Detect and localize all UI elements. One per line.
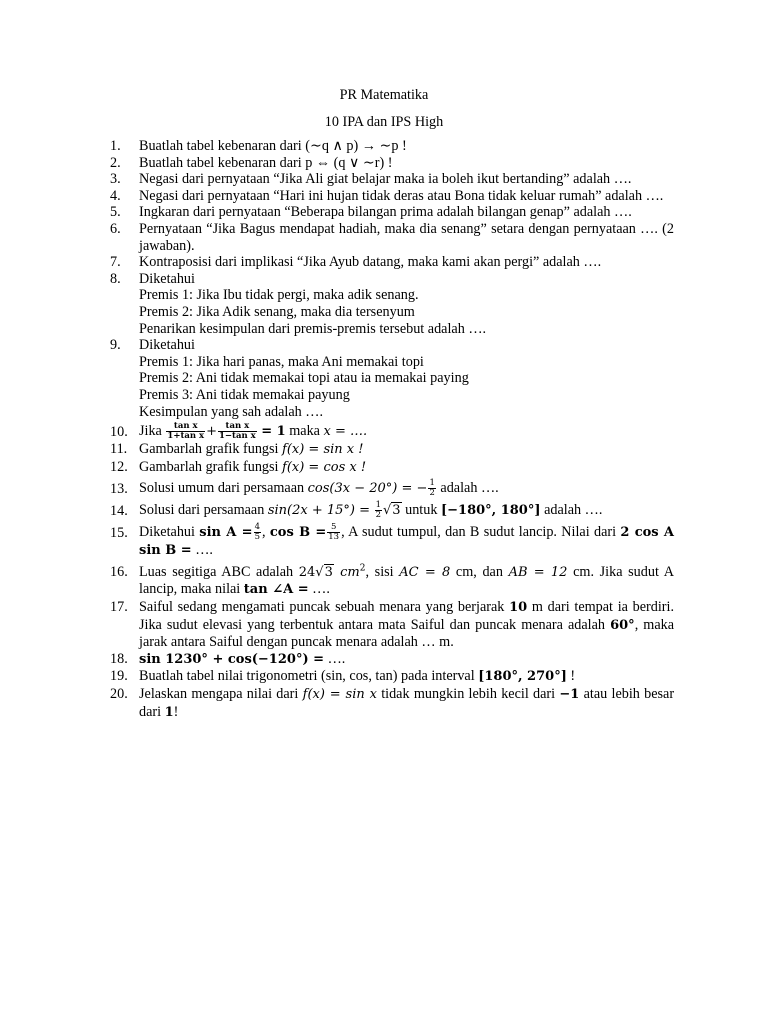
question-number: 4. [110, 187, 121, 204]
fraction-denominator: 5 [254, 532, 260, 543]
fraction-numerator: 1 [375, 500, 381, 511]
question-number: 14. [110, 503, 128, 520]
question-number: 16. [110, 563, 128, 580]
document-subtitle: 10 IPA dan IPS High [324, 114, 444, 130]
question-18 [0, 651, 768, 669]
question-text: …. [312, 581, 330, 598]
fraction-numerator: 5 [330, 522, 337, 533]
question-3 [0, 171, 768, 188]
question-text: untuk [405, 502, 438, 519]
question-13 [0, 476, 768, 498]
question-number: 2. [110, 154, 121, 171]
question-number: 13. [110, 481, 128, 498]
sqrt-radicand: 3 [324, 564, 333, 580]
question-text: ! [570, 668, 576, 685]
question-19 [0, 668, 768, 686]
math-interval: [−180°, 180°] [440, 503, 541, 519]
math-expression: sin 1230° + cos(−120°) = [139, 651, 325, 667]
question-text: , maka jarak antara Saiful dengan puncak menara adalah … m. [139, 616, 675, 651]
fraction-denominator: 1+tan x [167, 431, 205, 442]
question-text: , sisi [365, 563, 394, 580]
math-value: −1 [559, 687, 580, 703]
question-text: Jelaskan mengapa nilai dari [139, 686, 299, 703]
question-text: adalah …. [544, 502, 603, 519]
question-20 [0, 686, 768, 721]
question-10 [0, 420, 768, 441]
math-expression [299, 565, 366, 580]
question-text: ! [173, 703, 179, 720]
question-text: adalah …. [440, 480, 499, 497]
question-text: Buatlah tabel kebenaran dari p ⇔ (q ∨ ∼r) ! [139, 154, 393, 171]
question-number: 15. [110, 525, 128, 542]
question-text: Diketahui [139, 524, 195, 541]
fraction-numerator: 4 [254, 522, 260, 533]
question-number: 10. [110, 424, 128, 441]
document-title: PR Matematika [339, 87, 429, 103]
sqrt-sign: √ [382, 503, 392, 519]
area-unit: cm [340, 564, 360, 580]
question-number: 8. [110, 270, 121, 287]
question-12 [0, 459, 768, 477]
question-text: Solusi dari persamaan [139, 502, 265, 519]
question-text: Pernyataan “Jika Bagus mendapat hadiah, maka dia senang” setara dengan pernyataan …. (2 jawaban). [139, 220, 674, 254]
question-text: Saiful sedang mengamati puncak sebuah menara yang berjarak [139, 599, 505, 616]
question-number: 12. [110, 458, 128, 475]
question-text: Buatlah tabel nilai trigonometri (sin, cos, tan) pada interval [139, 668, 475, 685]
fraction-numerator: tan x [173, 421, 198, 432]
question-text: Solusi umum dari persamaan [139, 480, 305, 497]
math-expression: sin(2x + 15°) = [267, 503, 371, 519]
fraction-denominator: 2 [429, 488, 435, 499]
fraction [375, 501, 382, 520]
math-expression: = 1 [261, 423, 286, 439]
question-text: cm. Jika sudut A lancip, maka nilai [139, 563, 675, 598]
question-text: …. [195, 542, 213, 559]
question-text: , A sudut tumpul, dan B sudut lancip. Nilai dari [341, 524, 617, 541]
question-number: 18. [110, 650, 128, 667]
math-expression: f(x) = cos x ! [282, 459, 367, 475]
question-2 [0, 155, 768, 172]
math-operator: + [206, 423, 217, 439]
fraction [327, 523, 340, 542]
premise-line: Kesimpulan yang sah adalah …. [139, 403, 323, 420]
question-text: Kontraposisi dari implikasi “Jika Ayub datang, maka kami akan pergi” adalah …. [139, 254, 602, 271]
question-text: Gambarlah grafik fungsi [139, 441, 279, 458]
question-text: Diketahui [139, 270, 195, 287]
question-text: tidak mungkin lebih kecil dari [381, 686, 556, 703]
question-text: Negasi dari pernyataan “Jika Ali giat belajar maka ia boleh ikut bertanding” adalah …. [139, 171, 632, 188]
question-number: 20. [110, 686, 128, 703]
math-expression: AB = 12 [508, 564, 568, 580]
question-number: 1. [110, 138, 121, 154]
premise-line: Penarikan kesimpulan dari premis-premis tersebut adalah …. [139, 320, 487, 337]
math-value: 10 [509, 600, 528, 616]
question-15: 15. Diketahui sin A = $\frac{4}{5}$ , cos B = $\frac{5}{13}$ , A sudut tumpul, dan B sudut lancip. Nilai dari 2 cos A sin B = …. [110, 522, 675, 559]
question-1 [0, 138, 768, 155]
question-4 [0, 188, 768, 205]
premise-line: Premis 2: Jika Adik senang, maka dia tersenyum [139, 303, 415, 320]
premise-line: Premis 1: Jika Ibu tidak pergi, maka adik senang. [139, 287, 419, 304]
fraction-denominator: 1−tan x [219, 431, 256, 442]
math-expression: f(x) = sin x [302, 687, 377, 703]
question-text: Ingkaran dari pernyataan “Beberapa bilangan prima adalah bilangan genap” adalah …. [139, 204, 632, 221]
premise-line: Premis 1: Jika hari panas, maka Ani memakai topi [139, 353, 424, 370]
question-text: Jika [139, 422, 162, 439]
math-expression: tan ∠A = [243, 582, 309, 598]
math-expression: cos B = [269, 525, 327, 541]
question-17 [0, 599, 768, 651]
math-value: 1 [164, 704, 174, 720]
question-number: 9. [110, 337, 121, 354]
math-interval: [180°, 270°] [478, 669, 567, 685]
question-7 [0, 254, 768, 271]
fraction [166, 422, 205, 441]
question-number: 19. [110, 668, 128, 685]
question-number: 5. [110, 204, 121, 221]
question-text: Luas segitiga ABC adalah [139, 563, 294, 580]
question-text: cm, dan [455, 563, 503, 580]
question-text: …. [327, 650, 346, 667]
fraction-numerator: 1 [429, 478, 435, 489]
math-expression: f(x) = sin x ! [282, 442, 364, 458]
question-list [0, 138, 768, 721]
fraction-denominator: 13 [328, 532, 340, 543]
question-text: Negasi dari pernyataan “Hari ini hujan tidak deras atau Bona tidak keluar rumah” adalah …. [139, 187, 664, 204]
question-text: atau lebih besar dari [139, 686, 675, 720]
question-5 [0, 204, 768, 221]
question-number: 17. [110, 599, 128, 616]
fraction [428, 479, 435, 498]
question-text: maka [289, 422, 320, 439]
sqrt-radicand: 3 [392, 503, 401, 519]
sqrt-sign: √ [315, 564, 324, 580]
math-expression: AC = 8 [399, 564, 451, 580]
math-expression: sin A = [199, 525, 253, 541]
question-number: 7. [110, 254, 121, 271]
question-6 [0, 221, 768, 254]
math-expression: 2 cos A sin B = [139, 525, 675, 559]
premise-line: Premis 3: Ani tidak memakai payung [139, 386, 350, 403]
question-11 [0, 441, 768, 459]
fraction [254, 523, 261, 542]
math-value: 60° [610, 617, 635, 633]
question-number: 6. [110, 220, 121, 237]
question-8 [0, 271, 768, 337]
area-exponent: 2 [359, 563, 366, 574]
question-16 [0, 560, 768, 599]
area-coefficient: 24 [298, 564, 316, 580]
question-number: 3. [110, 171, 121, 188]
question-9 [0, 337, 768, 420]
fraction [218, 422, 257, 441]
premise-line: Premis 2: Ani tidak memakai topi atau ia memakai paying [139, 370, 469, 387]
math-expression: cos(3x − 20°) = − [307, 481, 428, 497]
question-text: Buatlah tabel kebenaran dari (∼q ∧ p) → ∼p ! [139, 138, 407, 154]
question-text: Gambarlah grafik fungsi [139, 458, 279, 475]
question-text: Diketahui [139, 337, 195, 354]
fraction-denominator: 2 [375, 510, 381, 521]
question-14 [0, 498, 768, 520]
question-text: m dari tempat ia berdiri. Jika sudut elevasi yang terbentuk antara mata Saiful dan puncak menara adalah [139, 599, 674, 633]
fraction-numerator: tan x [225, 421, 250, 432]
math-expression: x = …. [323, 423, 368, 439]
question-number: 11. [110, 441, 128, 458]
